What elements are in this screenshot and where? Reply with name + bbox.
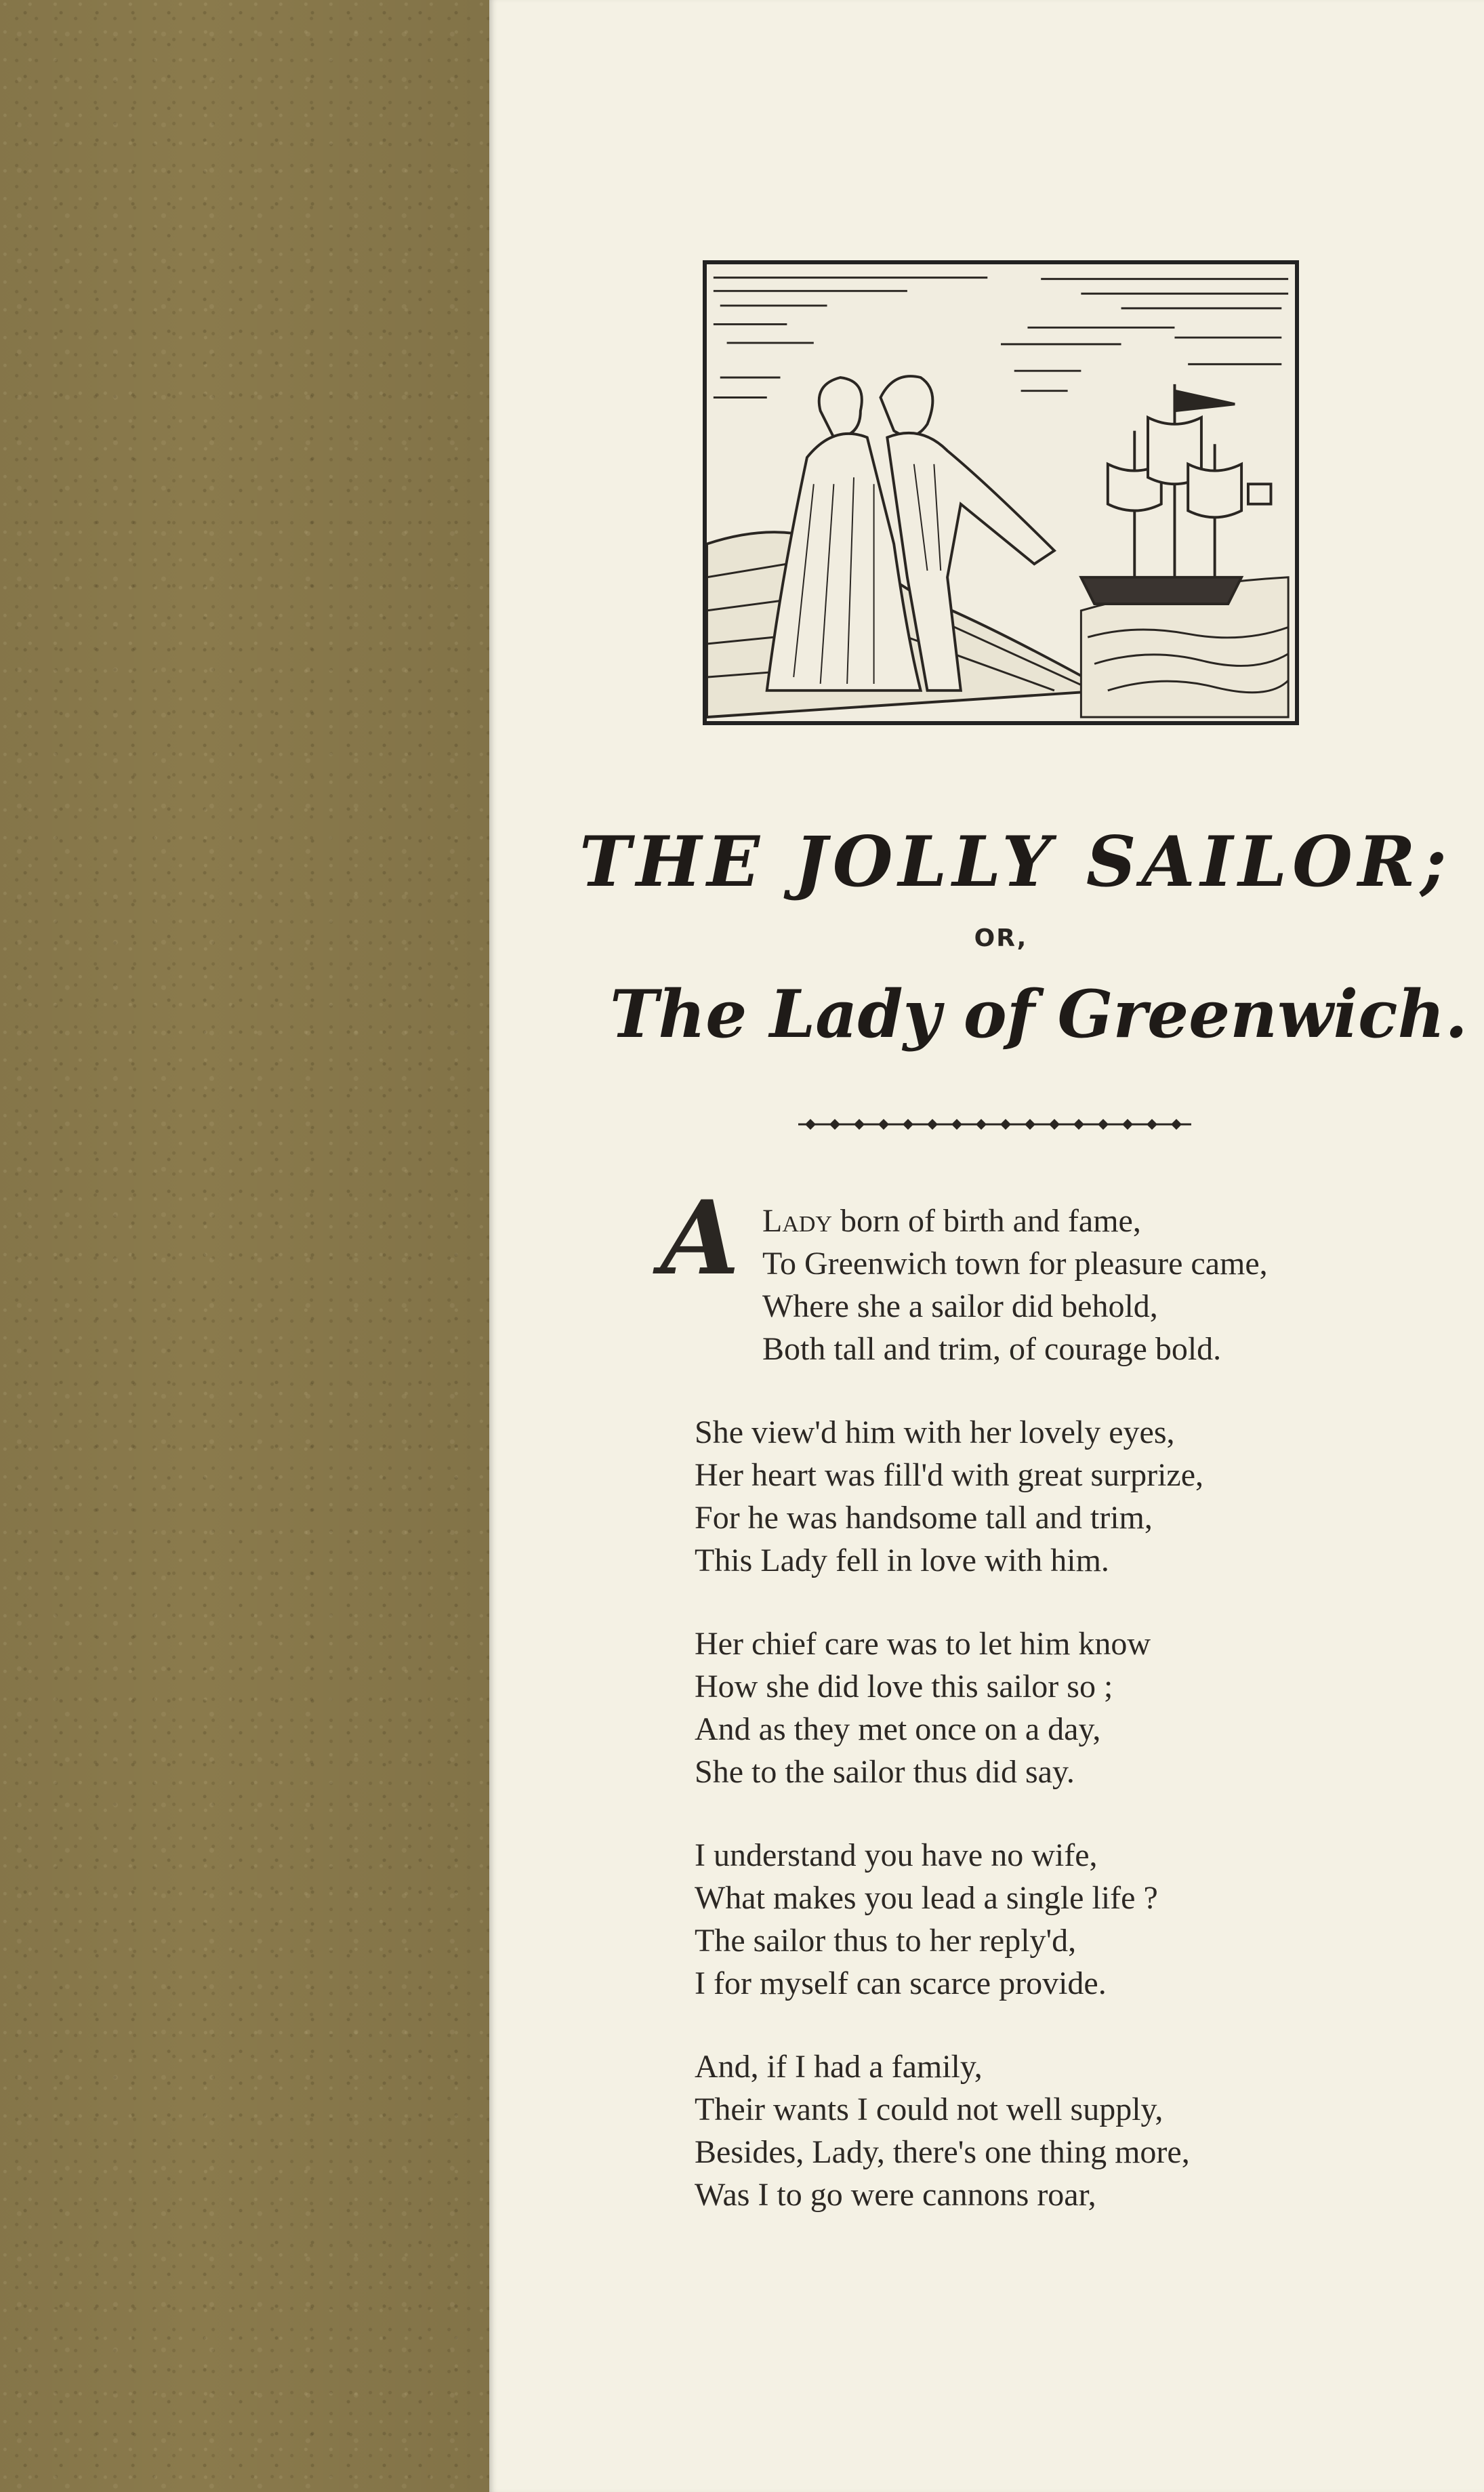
poem-line: Her chief care was to let him know (695, 1626, 1151, 1662)
first-word: Lady (762, 1203, 832, 1239)
stanza-5 (695, 2045, 1379, 2216)
poem-line: The sailor thus to her reply'd, (695, 1923, 1077, 1959)
stanza-4 (695, 1834, 1379, 2005)
couple-and-ship-woodcut (707, 264, 1295, 721)
ballad-subtitle: The Lady of Greenwich. (610, 976, 1468, 1053)
poem-line: And as they met once on a day, (695, 1711, 1101, 1747)
poem-line: She to the sailor thus did say. (695, 1754, 1075, 1790)
drop-cap: A (661, 1179, 740, 1298)
poem-line: Besides, Lady, there's one thing more, (695, 2134, 1190, 2170)
poem-line: For he was handsome tall and trim, (695, 1500, 1153, 1536)
poem-line: Both tall and trim, of courage bold. (762, 1331, 1222, 1367)
poem-line: What makes you lead a single life ? (695, 1880, 1158, 1916)
ornamental-rule (798, 1117, 1191, 1132)
poem-line: And, if I had a family, (695, 2049, 983, 2085)
poem-body (695, 1200, 1379, 2216)
stanza-1 (728, 1200, 1379, 1370)
poem-line: She view'd him with her lovely eyes, (695, 1414, 1175, 1450)
stanza-3 (695, 1622, 1379, 1793)
woodcut-illustration (703, 260, 1299, 725)
poem-line: This Lady fell in love with him. (695, 1543, 1109, 1578)
poem-line: To Greenwich town for pleasure came, (762, 1246, 1268, 1282)
poem-line (728, 1200, 1379, 1242)
poem-line: I for myself can scarce provide. (695, 1965, 1107, 2001)
poem-line: Where she a sailor did behold, (762, 1288, 1158, 1324)
binding-board (0, 0, 489, 2492)
poem-line: I understand you have no wife, (695, 1837, 1098, 1873)
poem-line: Was I to go were cannons roar, (695, 2177, 1096, 2213)
poem-line: Their wants I could not well supply, (695, 2091, 1163, 2127)
title-connector: OR, (974, 924, 1028, 952)
ballad-title: THE JOLLY SAILOR; (579, 821, 1452, 903)
poem-line: How she did love this sailor so ; (695, 1669, 1113, 1704)
poem-line: Her heart was fill'd with great surprize, (695, 1457, 1204, 1493)
first-line-rest: born of birth and fame, (831, 1203, 1141, 1239)
stanza-2 (695, 1411, 1379, 1582)
